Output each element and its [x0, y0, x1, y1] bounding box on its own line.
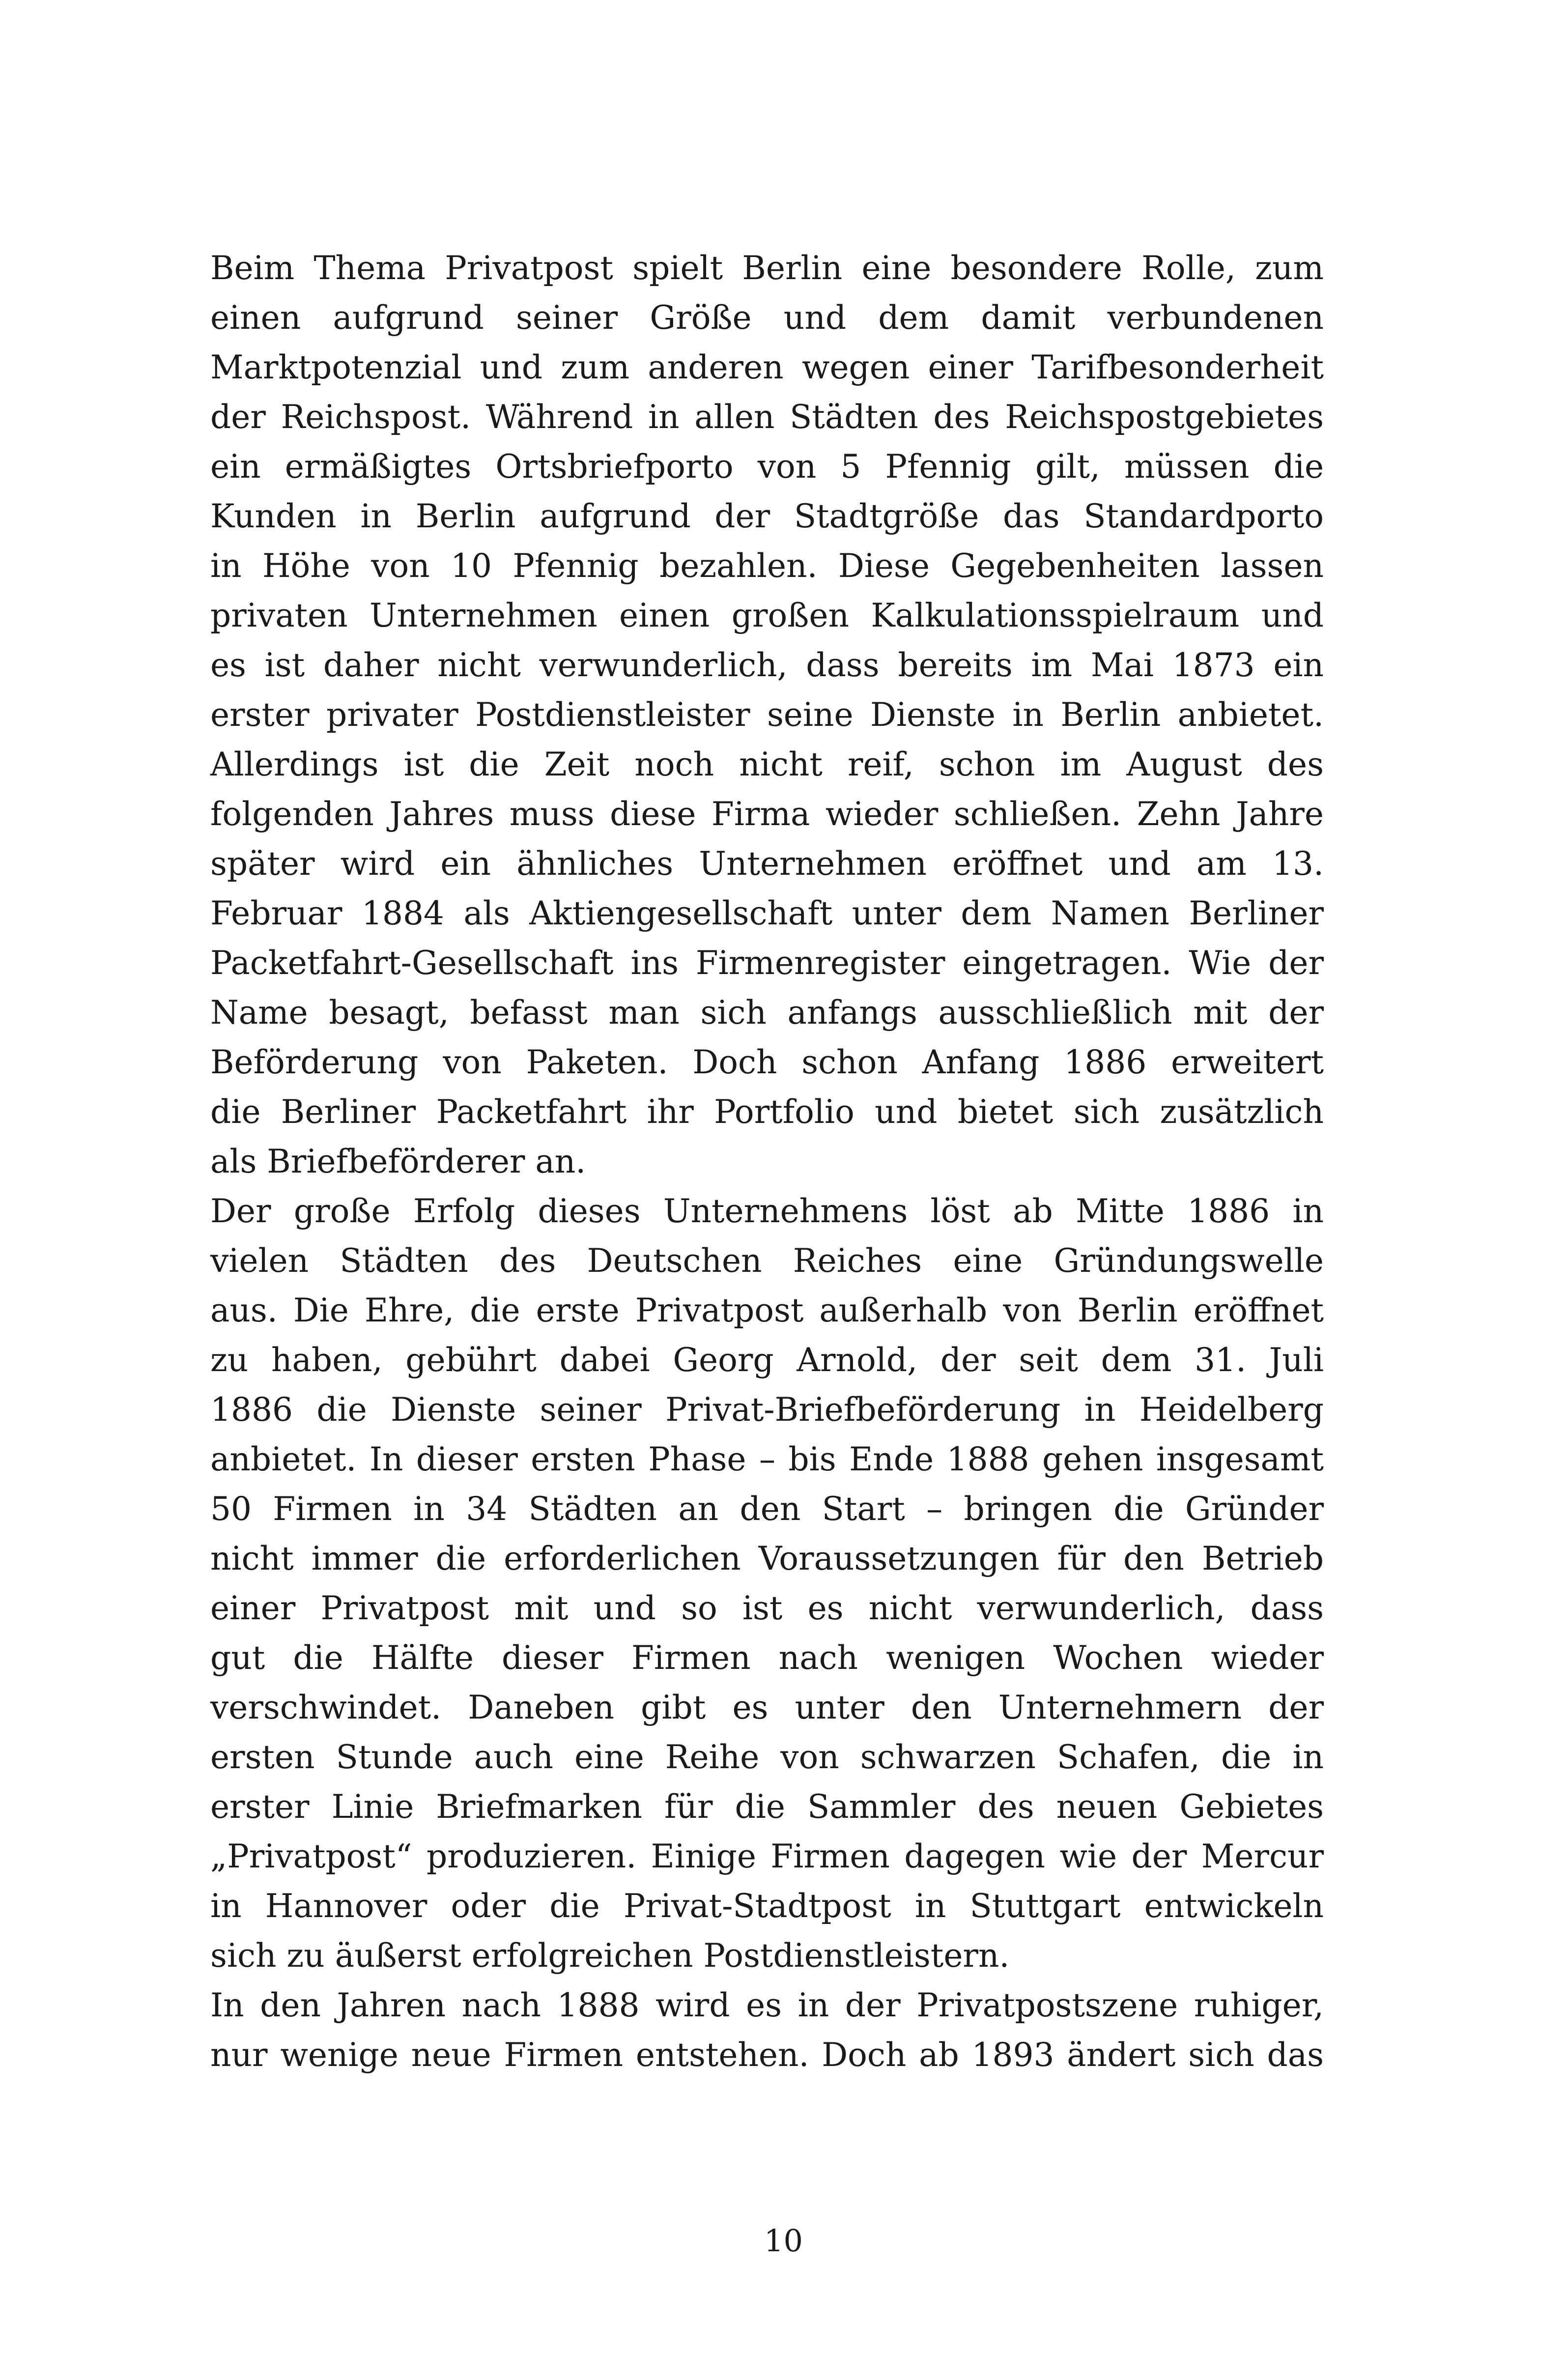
- page-number: 10: [764, 2223, 803, 2259]
- text-line: die Berliner Packetfahrt ihr Portfolio und bietet sich zusätzlich: [210, 1093, 1324, 1131]
- paragraph: [210, 243, 1324, 1186]
- body-text: [210, 243, 1324, 2080]
- text-line: vielen Städten des Deutschen Reiches eine Gründungswelle: [210, 1242, 1324, 1280]
- text-line: aus. Die Ehre, die erste Privatpost außerhalb von Berlin eröffnet: [210, 1291, 1324, 1329]
- text-line: folgenden Jahres muss diese Firma wieder schließen. Zehn Jahre: [210, 795, 1324, 833]
- text-line: einer Privatpost mit und so ist es nicht verwunderlich, dass: [210, 1589, 1324, 1627]
- text-line: einen aufgrund seiner Größe und dem damit verbundenen: [210, 299, 1324, 337]
- paragraph: [210, 1186, 1324, 1980]
- text-line: anbietet. In dieser ersten Phase – bis Ende 1888 gehen insgesamt: [210, 1440, 1324, 1478]
- text-line: ersten Stunde auch eine Reihe von schwarzen Schafen, die in: [210, 1738, 1324, 1776]
- text-line: privaten Unternehmen einen großen Kalkulationsspielraum und: [210, 597, 1324, 634]
- text-line: In den Jahren nach 1888 wird es in der Privatpostszene ruhiger,: [210, 1986, 1324, 2024]
- text-line: zu haben, gebührt dabei Georg Arnold, der seit dem 31. Juli: [210, 1341, 1324, 1379]
- text-line: 50 Firmen in 34 Städten an den Start – bringen die Gründer: [210, 1490, 1324, 1528]
- text-line: 1886 die Dienste seiner Privat-Briefbeförderung in Heidelberg: [210, 1391, 1324, 1429]
- paragraph: [210, 1980, 1324, 2080]
- text-line: Marktpotenzial und zum anderen wegen einer Tarifbesonderheit: [210, 348, 1324, 386]
- text-line: Packetfahrt-Gesellschaft ins Firmenregister eingetragen. Wie der: [210, 944, 1324, 982]
- text-line: erster privater Postdienstleister seine Dienste in Berlin anbietet.: [210, 696, 1324, 734]
- text-line: sich zu äußerst erfolgreichen Postdienstleistern.: [210, 1937, 1010, 1975]
- text-line: als Briefbeförderer an.: [210, 1143, 586, 1180]
- text-line: erster Linie Briefmarken für die Sammler des neuen Gebietes: [210, 1788, 1324, 1826]
- text-line: gut die Hälfte dieser Firmen nach wenigen Wochen wieder: [210, 1639, 1324, 1677]
- text-line: Februar 1884 als Aktiengesellschaft unter dem Namen Berliner: [210, 894, 1324, 932]
- text-line: Der große Erfolg dieses Unternehmens löst ab Mitte 1886 in: [210, 1192, 1324, 1230]
- text-line: in Höhe von 10 Pfennig bezahlen. Diese Gegebenheiten lassen: [210, 547, 1324, 585]
- text-line: ein ermäßigtes Ortsbriefporto von 5 Pfennig gilt, müssen die: [210, 448, 1324, 486]
- text-line: Beförderung von Paketen. Doch schon Anfang 1886 erweitert: [210, 1043, 1324, 1081]
- text-line: in Hannover oder die Privat-Stadtpost in Stuttgart entwickeln: [210, 1887, 1324, 1925]
- text-line: später wird ein ähnliches Unternehmen eröffnet und am 13.: [210, 845, 1324, 883]
- text-line: „Privatpost“ produzieren. Einige Firmen dagegen wie der Mercur: [210, 1837, 1324, 1875]
- text-line: Beim Thema Privatpost spielt Berlin eine besondere Rolle, zum: [210, 249, 1324, 287]
- text-line: verschwindet. Daneben gibt es unter den Unternehmern der: [210, 1689, 1324, 1726]
- text-line: Allerdings ist die Zeit noch nicht reif, schon im August des: [210, 746, 1324, 783]
- text-line: der Reichspost. Während in allen Städten des Reichspostgebietes: [210, 398, 1324, 436]
- text-line: Name besagt, befasst man sich anfangs ausschließlich mit der: [210, 994, 1324, 1032]
- text-line: nicht immer die erforderlichen Voraussetzungen für den Betrieb: [210, 1540, 1324, 1577]
- text-line: Kunden in Berlin aufgrund der Stadtgröße das Standardporto: [210, 497, 1324, 535]
- text-line: es ist daher nicht verwunderlich, dass bereits im Mai 1873 ein: [210, 646, 1324, 684]
- text-line: nur wenige neue Firmen entstehen. Doch ab 1893 ändert sich das: [210, 2036, 1324, 2074]
